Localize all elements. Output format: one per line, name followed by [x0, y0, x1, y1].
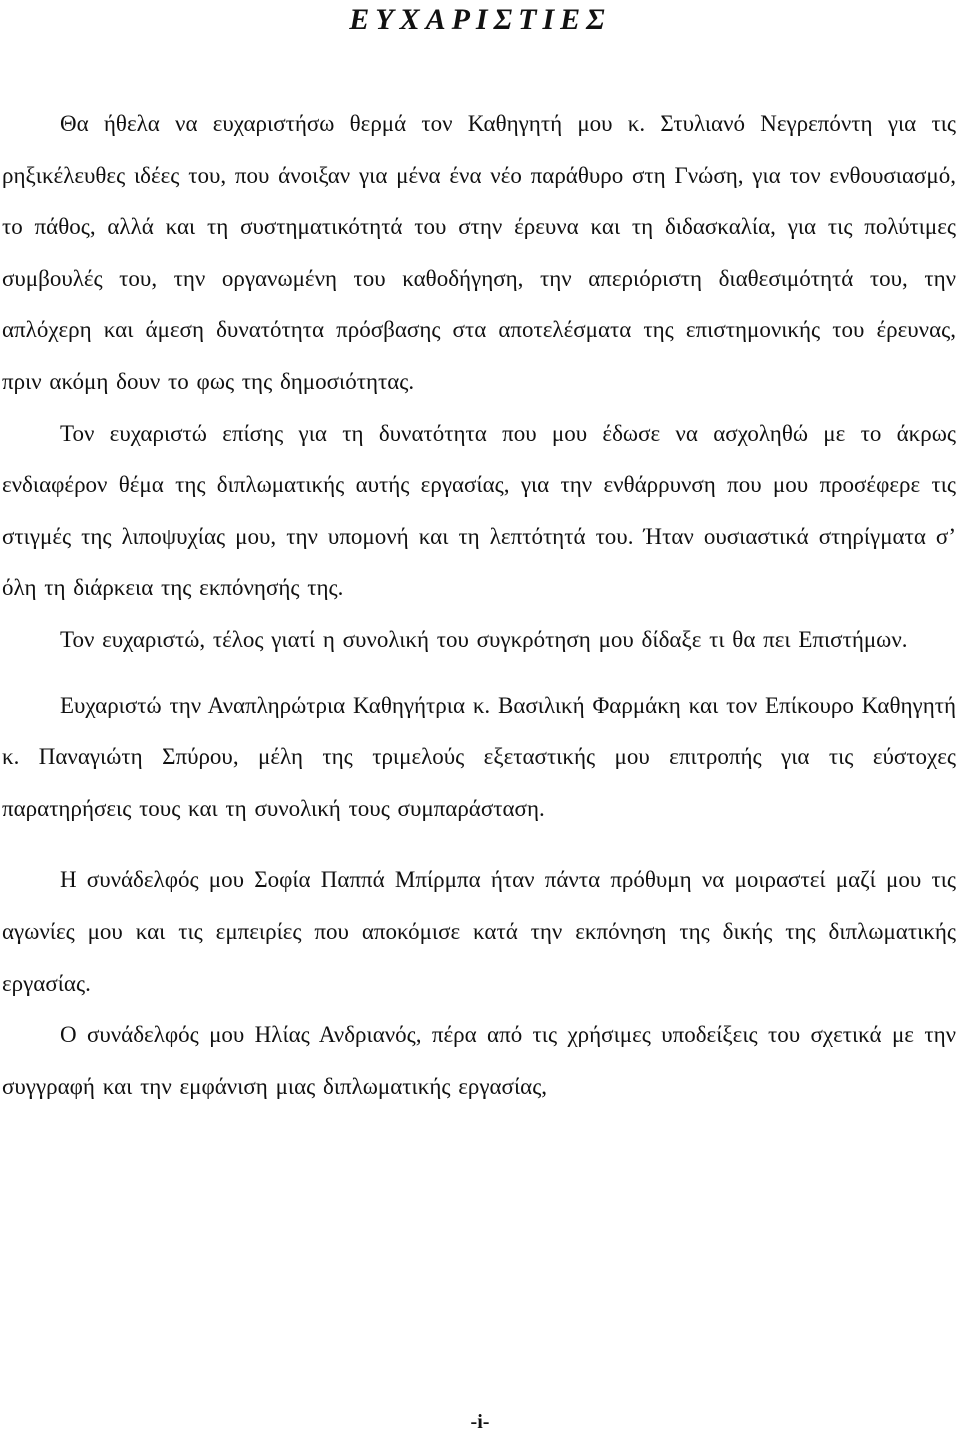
- paragraph-thanks-topic: Τον ευχαριστώ επίσης για τη δυνατότητα που μου έδωσε να ασχοληθώ με το άκρως ενδιαφέρον θέμα της διπλωματικής αυτής εργασίας, για την ενθάρρυνση που μου προσέφερε τις στιγμές της λιποψυχίας μου, την υπομονή και τη λεπτότητά του. Ήταν ουσιαστικά στηρίγματα σ’ όλη τη διάρκεια της εκπόνησής της.: [2, 420, 956, 601]
- page-title: ΕΥΧΑΡΙΣΤΙΕΣ: [349, 3, 611, 36]
- paragraph-spacer: [2, 834, 956, 854]
- paragraph-thanks-colleague-sofia: Η συνάδελφός μου Σοφία Παππά Μπίρμπα ήταν πάντα πρόθυμη να μοιραστεί μαζί μου τις αγωνίες μου και τις εμπειρίες που αποκόμισε κατά την εκπόνηση της δικής της διπλωματικής εργασίας.: [2, 867, 956, 996]
- paragraph-spacer: [2, 666, 956, 680]
- paragraph-thanks-colleague-ilias: Ο συνάδελφός μου Ηλίας Ανδριανός, πέρα από τις χρήσιμες υποδείξεις του σχετικά με την συγγραφή και την εμφάνιση μιας διπλωματικής εργασίας,: [2, 1022, 956, 1099]
- paragraph-thanks-supervisor: Θα ήθελα να ευχαριστήσω θερμά τον Καθηγητή μου κ. Στυλιανό Νεγρεπόντη για τις ρηξικέλευθες ιδέες του, που άνοιξαν για μένα ένα νέο παράθυρο στη Γνώση, για τον ενθουσιασμό, το πάθος, αλλά και τη συστηματικότητά του στην έρευνα και τη διδασκαλία, για τις πολύτιμες συμβουλές του, την οργανωμένη του καθοδήγηση, την απεριόριστη διαθεσιμότητά του, την απλόχερη και άμεση δυνατότητα πρόσβασης στα αποτελέσματα της επιστημονικής του έρευνας, πριν ακόμη δουν το φως της δημοσιότητας.: [2, 111, 956, 394]
- page-number: -i-: [470, 1411, 490, 1433]
- acknowledgements-body: [2, 98, 956, 1112]
- paragraph-thanks-committee: Ευχαριστώ την Αναπληρώτρια Καθηγήτρια κ. Βασιλική Φαρμάκη και τον Επίκουρο Καθηγητή κ. Παναγιώτη Σπύρου, μέλη της τριμελούς εξεταστικής μου επιτροπής για τις εύστοχες παρατηρήσεις τους και τη συνολική τους συμπαράσταση.: [2, 692, 956, 821]
- paragraph-thanks-final: Τον ευχαριστώ, τέλος γιατί η συνολική του συγκρότηση μου δίδαξε τι θα πει Επιστήμων.: [60, 626, 908, 652]
